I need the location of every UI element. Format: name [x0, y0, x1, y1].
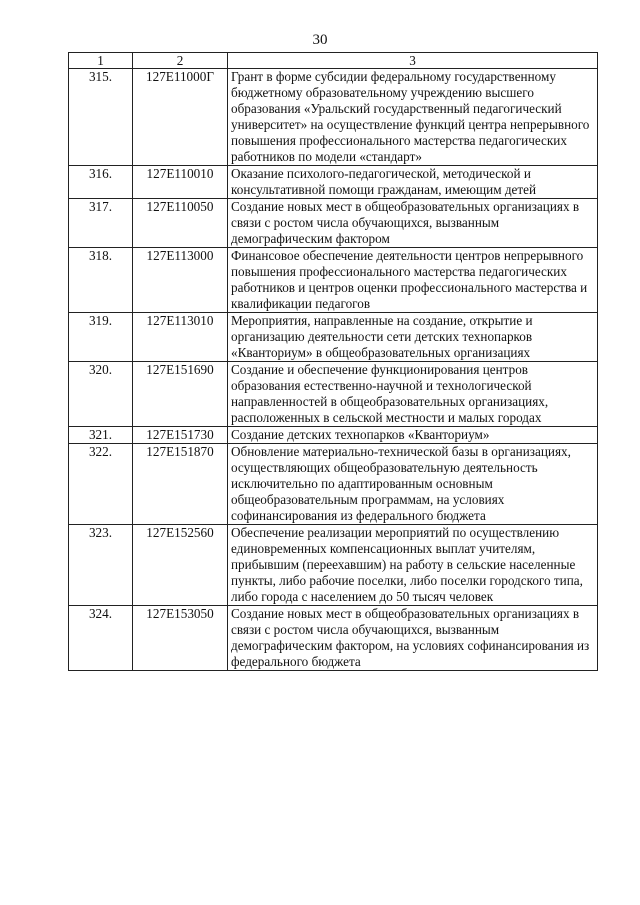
- row-code: 127E113000: [133, 248, 228, 313]
- row-description: Создание новых мест в общеобразовательных организациях в связи с ростом числа обучающихся, вызванным демографическим фактором, на условиях софинансирования из федерального бюджета: [228, 606, 598, 671]
- row-number: 316.: [69, 166, 133, 199]
- table-row: [69, 525, 598, 606]
- row-code: 127E11000Г: [133, 69, 228, 166]
- row-description: Создание новых мест в общеобразовательных организациях в связи с ростом числа обучающихся, вызванным демографическим фактором: [228, 199, 598, 248]
- page-number: 30: [312, 32, 328, 48]
- table-row: [69, 69, 598, 166]
- column-header-3: 3: [228, 53, 598, 69]
- row-description: Грант в форме субсидии федеральному государственному бюджетному образовательному учреждению высшего образования «Уральский государственный педагогический университет» на осуществление функций центра непрерывного повышения профессионального мастерства педагогических работников по модели «стандарт»: [228, 69, 598, 166]
- row-code: 127E110010: [133, 166, 228, 199]
- row-code: 127E110050: [133, 199, 228, 248]
- table-row: [69, 248, 598, 313]
- row-number: 319.: [69, 313, 133, 362]
- row-number: 321.: [69, 427, 133, 444]
- row-code: 127E151730: [133, 427, 228, 444]
- row-description: Оказание психолого-педагогической, методической и консультативной помощи гражданам, имеющим детей: [228, 166, 598, 199]
- row-description: Финансовое обеспечение деятельности центров непрерывного повышения профессионального мастерства педагогических работников и центров оценки профессионального мастерства и квалификации педагогов: [228, 248, 598, 313]
- table-header-row: [69, 53, 598, 69]
- column-header-1: 1: [69, 53, 133, 69]
- table-row: [69, 606, 598, 671]
- row-number: 320.: [69, 362, 133, 427]
- row-number: 324.: [69, 606, 133, 671]
- row-number: 317.: [69, 199, 133, 248]
- table-row: [69, 313, 598, 362]
- row-code: 127E113010: [133, 313, 228, 362]
- row-number: 315.: [69, 69, 133, 166]
- row-code: 127E151870: [133, 444, 228, 525]
- table-row: [69, 444, 598, 525]
- row-code: 127E152560: [133, 525, 228, 606]
- row-description: Обеспечение реализации мероприятий по осуществлению единовременных компенсационных выплат учителям, прибывшим (переехавшим) на работу в сельские населенные пункты, либо рабочие поселки, либо поселки городского типа, либо города с населением до 50 тысяч человек: [228, 525, 598, 606]
- table-row: [69, 427, 598, 444]
- row-number: 322.: [69, 444, 133, 525]
- row-description: Создание детских технопарков «Кванториум»: [228, 427, 598, 444]
- row-description: Обновление материально-технической базы в организациях, осуществляющих общеобразовательную деятельность исключительно по адаптированным основным общеобразовательным программам, на условиях софинансирования из федерального бюджета: [228, 444, 598, 525]
- row-description: Мероприятия, направленные на создание, открытие и организацию деятельности сети детских технопарков «Кванториум» в общеобразовательных организациях: [228, 313, 598, 362]
- column-header-2: 2: [133, 53, 228, 69]
- row-code: 127E153050: [133, 606, 228, 671]
- row-number: 323.: [69, 525, 133, 606]
- row-description: Создание и обеспечение функционирования центров образования естественно-научной и технологической направленностей в общеобразовательных организациях, расположенных в сельской местности и малых городах: [228, 362, 598, 427]
- table-row: [69, 199, 598, 248]
- table-row: [69, 166, 598, 199]
- table-row: [69, 362, 598, 427]
- row-number: 318.: [69, 248, 133, 313]
- budget-codes-table: [68, 52, 598, 671]
- row-code: 127E151690: [133, 362, 228, 427]
